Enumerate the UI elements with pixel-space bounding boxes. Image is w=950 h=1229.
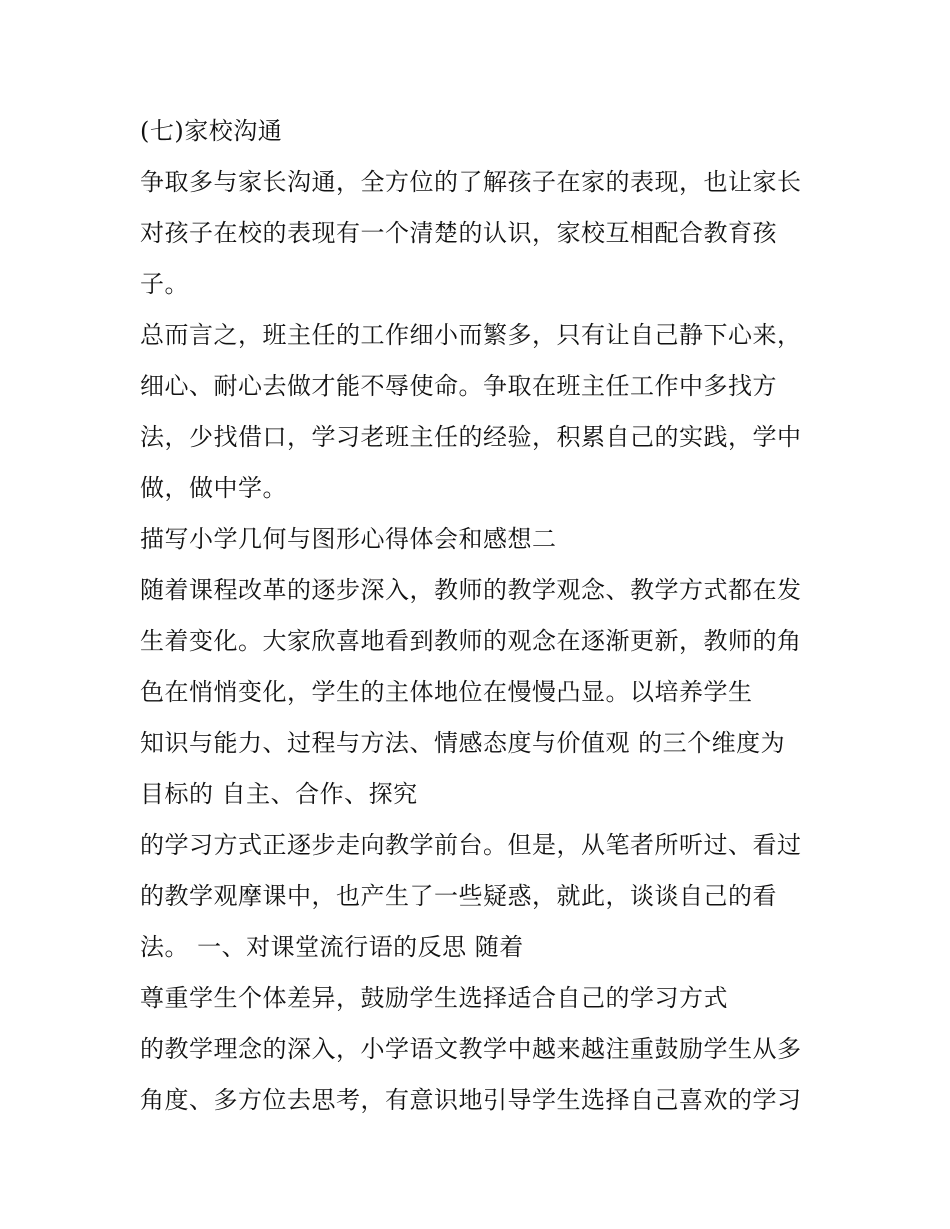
text-line: 子。 (140, 270, 189, 298)
text-line: 争取多与家长沟通，全方位的了解孩子在家的表现，也让家长 (140, 168, 802, 196)
text-line: 随着课程改革的逐步深入，教师的教学观念、教学方式都在发 (140, 576, 802, 604)
text-line: 生着变化。大家欣喜地看到教师的观念在逐渐更新，教师的角 (140, 627, 802, 655)
text-line: 目标的 自主、合作、探究 (140, 780, 418, 808)
text-line: 的教学观摩课中，也产生了一些疑惑，就此，谈谈自己的看 (140, 882, 777, 910)
text-line: 的教学理念的深入，小学语文教学中越来越注重鼓励学生从多 (140, 1035, 802, 1063)
text-line: 色在悄悄变化，学生的主体地位在慢慢凸显。以培养学生 (140, 678, 753, 706)
text-line: 法。 一、对课堂流行语的反思 随着 (140, 933, 524, 961)
text-line: 角度、多方位去思考，有意识地引导学生选择自己喜欢的学习 (140, 1086, 802, 1114)
text-line: 对孩子在校的表现有一个清楚的认识，家校互相配合教育孩 (140, 219, 777, 247)
text-line: 细心、耐心去做才能不辱使命。争取在班主任工作中多找方 (140, 372, 777, 400)
text-line: 尊重学生个体差异，鼓励学生选择适合自己的学习方式 (140, 984, 728, 1012)
document-body (140, 106, 820, 1126)
text-line: 的学习方式正逐步走向教学前台。但是，从笔者所听过、看过 (140, 831, 802, 859)
text-line: 总而言之，班主任的工作细小而繁多，只有让自己静下心来， (140, 321, 802, 349)
text-line: 做，做中学。 (140, 474, 287, 502)
section-heading: (七)家校沟通 (140, 117, 283, 145)
text-line: 知识与能力、过程与方法、情感态度与价值观 的三个维度为 (140, 729, 786, 757)
article-title: 描写小学几何与图形心得体会和感想二 (140, 525, 557, 553)
text-line: 法，少找借口，学习老班主任的经验，积累自己的实践，学中 (140, 423, 802, 451)
